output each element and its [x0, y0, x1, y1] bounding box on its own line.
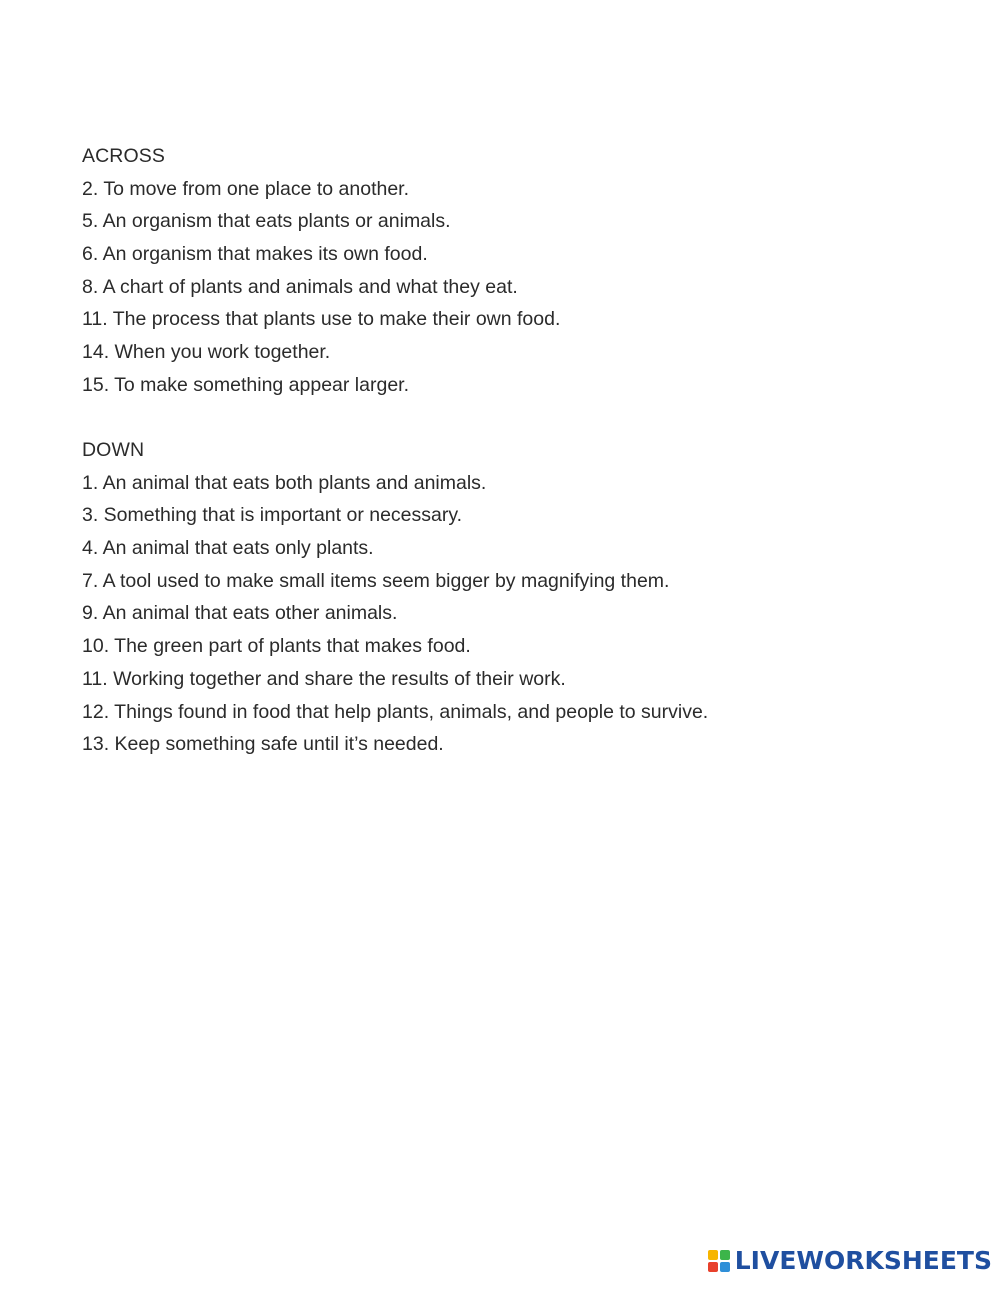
down-clue: 12. Things found in food that help plants, animals, and people to survive. [82, 700, 709, 723]
across-clue: 14. When you work together. [82, 341, 331, 364]
down-clue: 4. An animal that eats only plants. [82, 537, 374, 560]
liveworksheets-logo [708, 1246, 992, 1275]
down-clue: 9. An animal that eats other animals. [82, 602, 398, 625]
across-clue: 6. An organism that makes its own food. [82, 243, 428, 266]
logo-square-icon [708, 1262, 718, 1272]
down-section [82, 434, 708, 761]
down-clue: 10. The green part of plants that makes food. [82, 635, 471, 658]
across-clue: 5. An organism that eats plants or animals. [82, 210, 451, 233]
logo-square-icon [708, 1250, 718, 1260]
across-clue-list [82, 173, 560, 402]
logo-text: LIVEWORKSHEETS [734, 1246, 992, 1275]
across-clue: 2. To move from one place to another. [82, 177, 410, 200]
down-clue-list [82, 467, 708, 761]
across-clue: 15. To make something appear larger. [82, 373, 410, 396]
down-clue: 13. Keep something safe until it’s needed. [82, 733, 444, 756]
across-section [82, 140, 560, 402]
logo-square-icon [720, 1262, 730, 1272]
logo-mark-icon [708, 1250, 730, 1272]
down-clue: 7. A tool used to make small items seem bigger by magnifying them. [82, 569, 670, 592]
across-clue: 8. A chart of plants and animals and what they eat. [82, 275, 518, 298]
down-heading: DOWN [82, 439, 145, 461]
across-heading: ACROSS [82, 145, 165, 167]
down-clue: 11. Working together and share the results of their work. [82, 667, 566, 690]
down-clue: 3. Something that is important or necessary. [82, 504, 463, 527]
down-clue: 1. An animal that eats both plants and animals. [82, 471, 487, 494]
logo-square-icon [720, 1250, 730, 1260]
across-clue: 11. The process that plants use to make their own food. [82, 308, 561, 331]
